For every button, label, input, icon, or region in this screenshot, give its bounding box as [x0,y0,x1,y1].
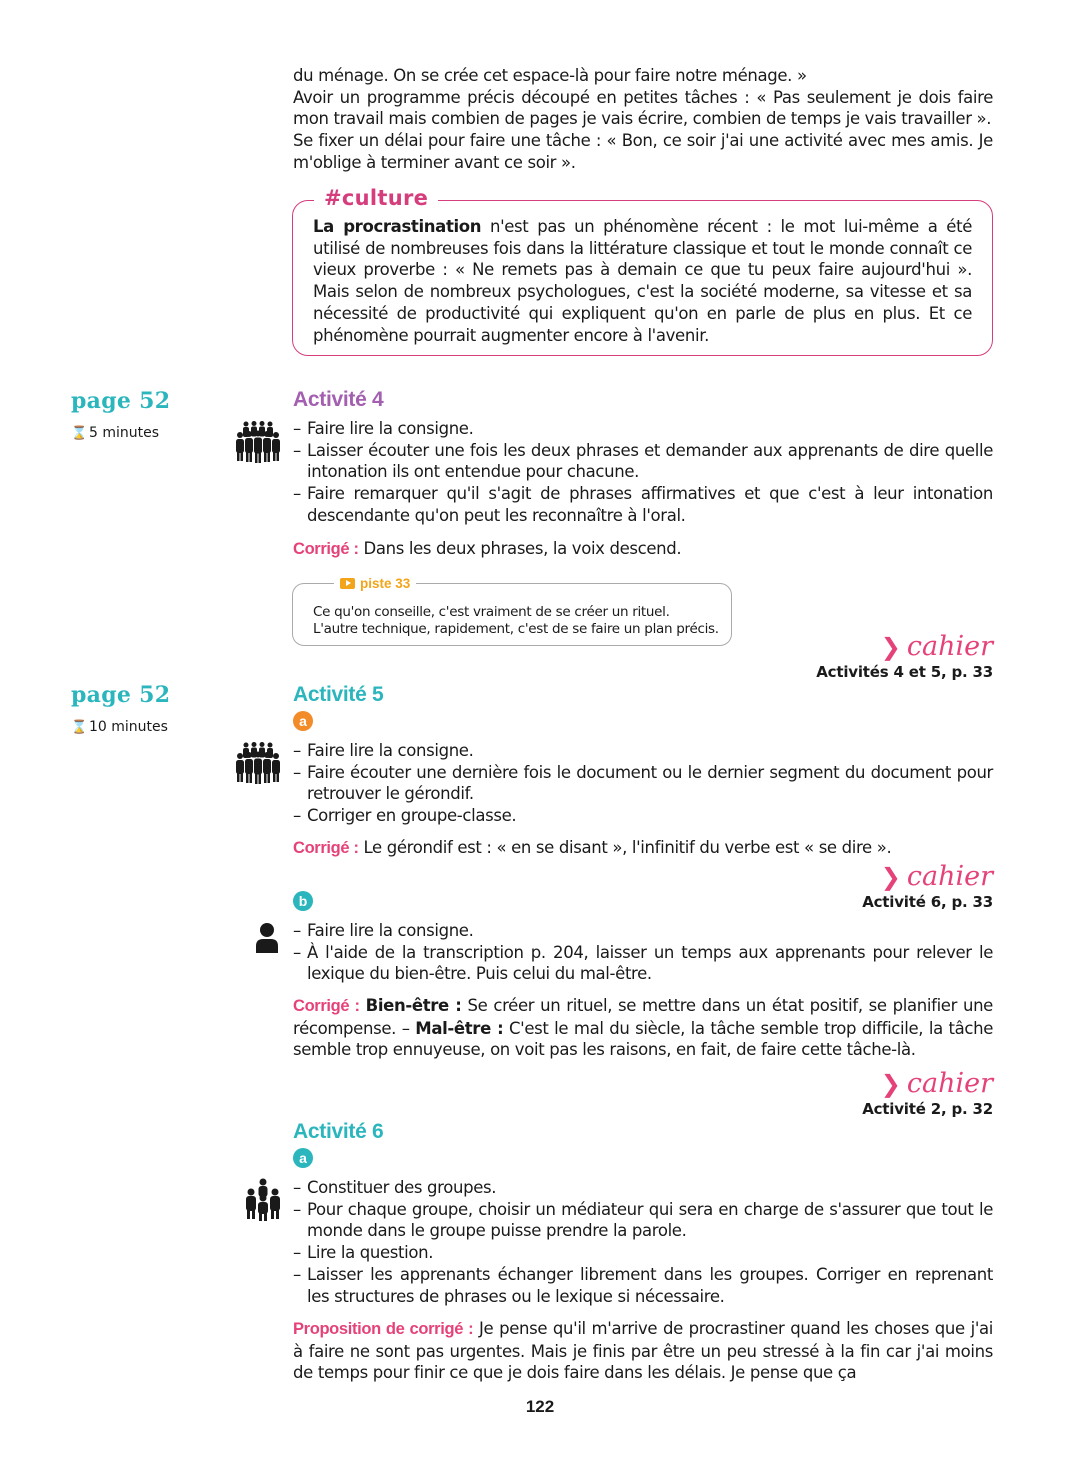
cahier-word: cahier [906,861,993,892]
step-badge: a [293,1148,313,1168]
corrige-label: Corrigé : [293,997,360,1015]
chevron-right-icon: ❯ [880,633,901,661]
page-reference: page 52 [71,388,171,414]
person-icon [255,922,279,954]
intro-line: du ménage. On se crée cet espace-là pour faire notre ménage. » [293,66,807,85]
audio-transcript [313,604,728,637]
duration [71,719,168,735]
corrige-text: Le gérondif est : « en se disant », l'infinitif du verbe est « se dire ». [358,838,892,857]
page-reference: page 52 [71,682,171,708]
cahier-word: cahier [906,1068,993,1099]
corrige-label: Corrigé : [293,540,359,558]
activity-title: Activité 4 [293,388,384,411]
cahier-ref: Activités 4 et 5, p. 33 [816,663,993,681]
list-item: – À l'aide de la transcription p. 204, laisser un temps aux apprenants pour relever le lexique du bien-être. Puis celui du mal-être. [293,942,993,984]
activity-5a-steps [293,740,993,827]
transcript-line: Ce qu'on conseille, c'est vraiment de se créer un rituel. [313,604,670,620]
culture-body: n'est pas un phénomène récent : le mot lui-même a été utilisé de nombreuses fois dans la littérature classique et tout le monde connaît ce vieux proverbe : « Ne remets pas à demain ce que tu peux faire aujourd'hui ». Mais selon de nombreux psychologues, c'est la société moderne, sa vitesse et sa nécessité de productivité qui expliquent qu'on en parle de plus en plus. Et ce phénomène pourrait augmenter encore à l'avenir. [313,217,972,345]
activity-5a-answer [293,837,993,860]
play-icon [340,578,355,589]
corrige-text: Dans les deux phrases, la voix descend. [358,539,682,558]
intro-line: Avoir un programme précis découpé en petites tâches : « Pas seulement je dois faire mon travail mais combien de pages je vais écrire, combien de temps je vais travailler ». [293,87,993,129]
activity-title: Activité 5 [293,683,384,706]
intro-section [293,65,993,174]
group-people-icon [235,420,285,464]
cahier-ref: Activité 6, p. 33 [862,893,993,911]
cahier-ref: Activité 2, p. 32 [862,1100,993,1118]
step-badge: a [293,711,313,731]
activity-5b-answer: Corrigé : Bien-être : Se créer un rituel, se mettre dans un état positif, se planifier une récompense. – Mal-être : C'est le mal du siècle, la tâche semble trop difficile, la tâche semble trop ennuyeuse, on voit pas les raisons, en fait, de faire cette tâche-là. [293,996,993,1060]
group-people-icon [235,741,285,785]
audio-track-label: piste 33 [334,576,416,591]
keyword: Mal-être : [415,1018,504,1038]
chevron-right-icon: ❯ [880,1070,901,1098]
list-item: – Corriger en groupe-classe. [293,806,517,826]
activity-4-steps [293,418,993,527]
activity-title: Activité 6 [293,1120,384,1143]
duration-text: 10 minutes [89,719,168,735]
corrige-label: Proposition de corrigé : [293,1320,474,1338]
duration [71,425,159,441]
cahier-reference [793,632,993,682]
chevron-right-icon: ❯ [880,863,901,891]
small-group-icon [245,1178,281,1222]
list-item: – Faire lire la consigne. [293,741,474,760]
culture-keyword: La procrastination [313,217,482,236]
activity-6-answer [293,1318,993,1384]
list-item: – Faire lire la consigne. [293,419,474,438]
list-item: – Pour chaque groupe, choisir un médiateur qui sera en charge de s'assurer que tout le monde dans le groupe puisse prendre la parole. [293,1199,993,1241]
culture-title: #culture [314,186,438,210]
cahier-reference [793,1069,993,1119]
list-item: – Laisser écouter une fois les deux phrases et demander aux apprenants de dire quelle intonation ils ont entendue pour chacune. [293,440,993,482]
corrige-label: Corrigé : [293,839,359,857]
hourglass-icon: ⌛ [71,720,88,735]
cahier-reference [793,862,993,912]
list-item: – Constituer des groupes. [293,1178,497,1197]
list-item: – Lire la question. [293,1243,434,1263]
hourglass-icon: ⌛ [71,426,88,441]
page-number: 122 [525,1397,555,1416]
activity-5b-steps [293,920,993,985]
activity-6-steps [293,1177,993,1307]
list-item: – Faire remarquer qu'il s'agit de phrases affirmatives et que c'est à leur intonation descendante qu'on peut les reconnaître à l'oral. [293,484,993,525]
culture-text [313,216,972,346]
keyword: Bien-être : [365,996,462,1015]
cahier-word: cahier [906,631,993,662]
list-item: – Laisser les apprenants échanger librement dans les groupes. Corriger en reprenant les structures de phrases ou le lexique si nécessaire. [293,1264,993,1306]
corrige-text: Je pense qu'il m'arrive de procrastiner quand les choses que j'ai à faire ne sont pas urgentes. Mais je finis par être un peu stressé à la fin car j'ai moins de temps pour finir ce que je dois faire dans les délais. Je pense que ça [293,1319,994,1383]
duration-text: 5 minutes [89,425,160,441]
transcript-line: L'autre technique, rapidement, c'est de se faire un plan précis. [313,620,719,637]
intro-line: Se fixer un délai pour faire une tâche : « Bon, ce soir j'ai une activité avec mes amis. Je m'oblige à terminer avant ce soir ». [293,131,993,172]
activity-4-answer [293,538,993,561]
step-badge: b [293,891,313,911]
list-item: – Faire lire la consigne. [293,921,474,940]
list-item: – Faire écouter une dernière fois le document ou le dernier segment du document pour retrouver le gérondif. [293,762,993,804]
